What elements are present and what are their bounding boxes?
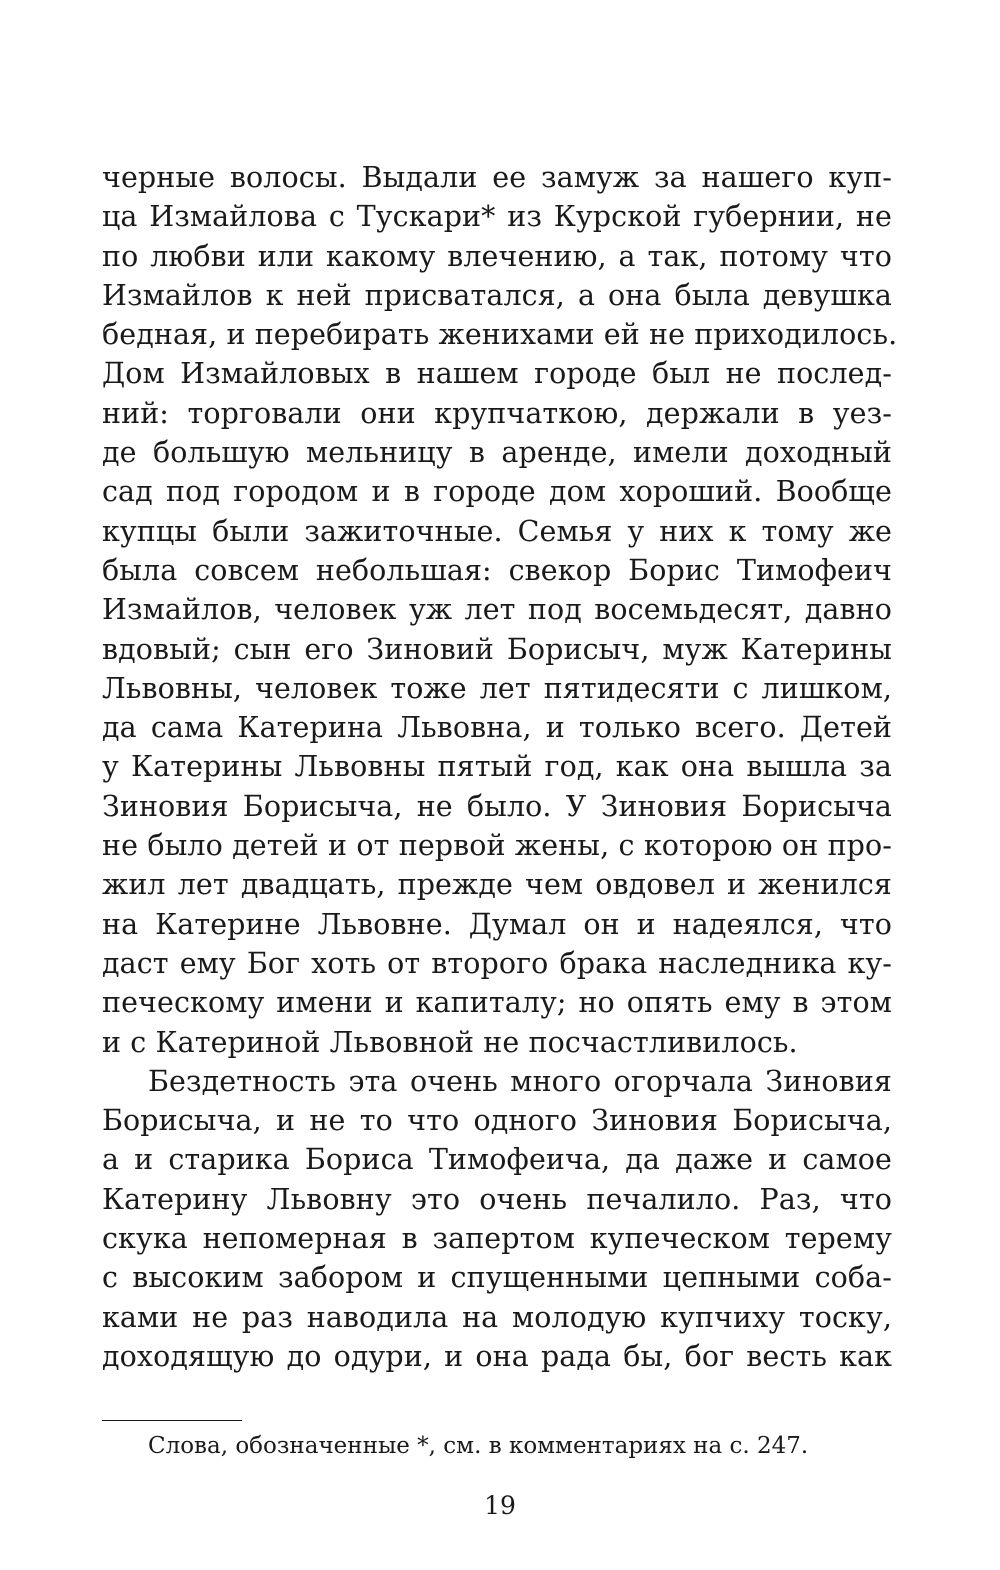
- text-line: по любви или какому влечению, а так, потому что: [102, 239, 892, 273]
- text-line: черные волосы. Выдали ее замуж за нашего куп-: [102, 161, 892, 194]
- paragraph-1: [102, 158, 898, 1062]
- text-line: сад под городом и в городе дом хороший. Вообще: [102, 475, 892, 509]
- text-line: вдовый; сын его Зиновий Борисыч, муж Катерины: [102, 632, 892, 666]
- text-line: Катерину Львовну это очень печалило. Раз, что: [102, 1182, 892, 1216]
- footnote: Слова, обозначенные *, см. в комментариях на с. 247.: [148, 1433, 809, 1459]
- text-line: Измайлов к ней присватался, а она была девушка: [102, 278, 892, 312]
- text-line: ца Измайлова с Тускари* из Курской губернии, не: [102, 200, 892, 234]
- footnote-divider: [102, 1420, 242, 1421]
- text-line: бедная, и перебирать женихами ей не приходилось.: [102, 318, 898, 352]
- paragraph-2: [102, 1062, 892, 1376]
- text-line: даст ему Бог хоть от второго брака наследника ку-: [102, 946, 892, 980]
- text-line: Бездетность эта очень много огорчала Зиновия: [148, 1064, 892, 1098]
- text-line: не было детей и от первой жены, с которою он про-: [102, 829, 892, 863]
- text-line: печескому имени и капиталу; но опять ему в этом: [102, 986, 892, 1020]
- text-line: да сама Катерина Львовна, и только всего. Детей: [102, 711, 892, 745]
- text-line: ками не раз наводила на молодую купчиху тоску,: [102, 1300, 892, 1334]
- text-line: ний: торговали они крупчаткою, держали в уез-: [102, 396, 892, 430]
- text-line: на Катерине Львовне. Думал он и надеялся, что: [102, 907, 892, 941]
- text-line: с высоким забором и спущенными цепными соба-: [102, 1261, 892, 1295]
- text-line: де большую мельницу в аренде, имели доходный: [102, 436, 892, 470]
- text-line: Львовны, человек тоже лет пятидесяти с лишком,: [102, 671, 892, 705]
- text-line: жил лет двадцать, прежде чем овдовел и женился: [102, 868, 892, 902]
- page-number: 19: [484, 1491, 516, 1520]
- text-line: а и старика Бориса Тимофеича, да даже и самое: [102, 1143, 892, 1177]
- text-line: Борисыча, и не то что одного Зиновия Борисыча,: [102, 1104, 892, 1138]
- main-text: [102, 158, 898, 1376]
- text-line: купцы были зажиточные. Семья у них к тому же: [102, 514, 892, 548]
- text-line: была совсем небольшая: свекор Борис Тимофеич: [102, 553, 892, 587]
- text-line: и с Катериной Львовной не посчастливилось.: [102, 1025, 798, 1059]
- text-line: доходящую до одури, и она рада бы, бог весть как: [102, 1339, 892, 1373]
- text-line: Измайлов, человек уж лет под восемьдесят, давно: [102, 593, 892, 627]
- text-line: скука непомерная в запертом купеческом терему: [102, 1222, 892, 1256]
- text-line: у Катерины Львовны пятый год, как она вышла за: [102, 750, 892, 784]
- text-line: Дом Измайловых в нашем городе был не послед-: [102, 357, 892, 391]
- text-line: Зиновия Борисыча, не было. У Зиновия Борисыча: [102, 789, 892, 823]
